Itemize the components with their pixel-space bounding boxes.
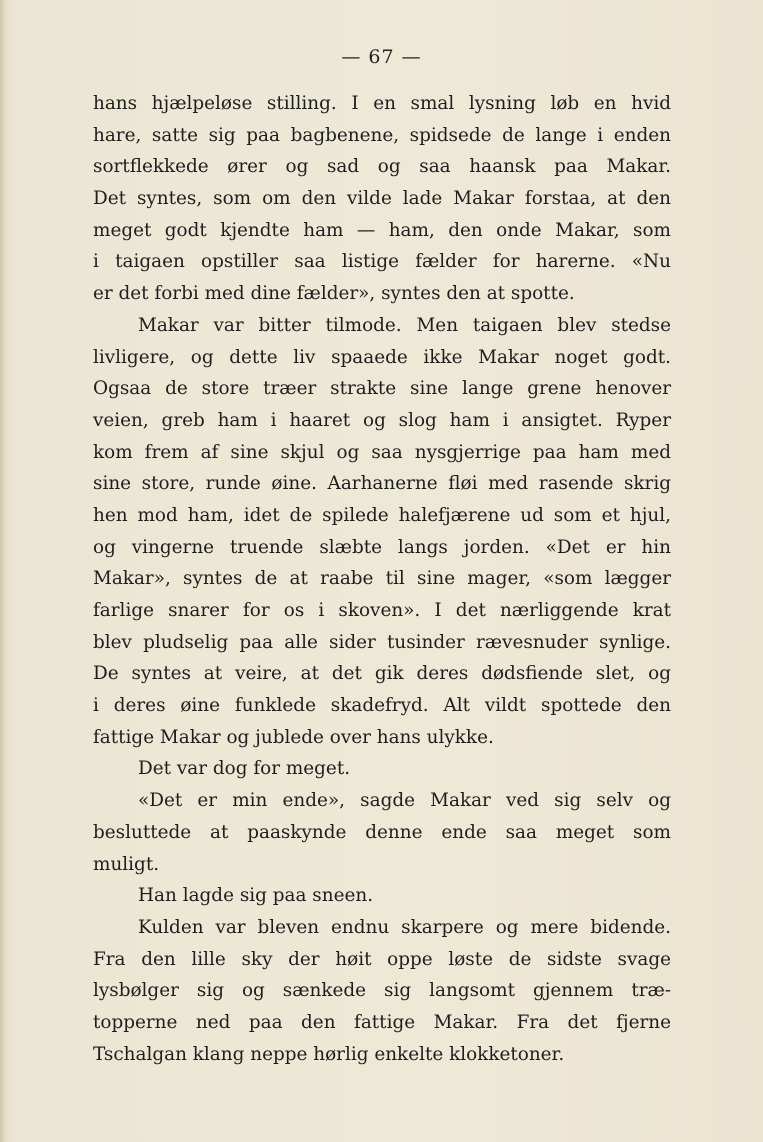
text-line: kom frem af sine skjul og saa nysgjerrige paa ham med	[93, 441, 671, 463]
text-line: Det syntes, som om den vilde lade Makar forstaa, at den	[93, 188, 671, 210]
text-line: Det var dog for meget.	[138, 758, 351, 780]
text-line: muligt.	[93, 853, 160, 875]
text-line: Makar», syntes de at raabe til sine mager, «som lægger	[93, 568, 671, 590]
text-line: i deres øine funklede skadefryd. Alt vildt spottede den	[93, 695, 671, 717]
text-line: De syntes at veire, at det gik deres dødsfiende slet, og	[93, 663, 671, 685]
text-line: Makar var bitter tilmode. Men taigaen blev stedse	[138, 314, 671, 336]
text-line: besluttede at paaskynde denne ende saa meget som	[93, 821, 671, 843]
text-line: «Det er min ende», sagde Makar ved sig selv og	[138, 790, 671, 812]
text-line: sortflekkede ører og sad og saa haansk paa Makar.	[93, 156, 671, 178]
text-line: livligere, og dette liv spaaede ikke Makar noget godt.	[93, 346, 671, 368]
text-line: Fra den lille sky der høit oppe løste de sidste svage	[93, 948, 671, 970]
text-line: Ogsaa de store træer strakte sine lange grene henover	[93, 378, 671, 400]
text-line: er det forbi med dine fælder», syntes den at spotte.	[93, 283, 575, 305]
text-line: hare, satte sig paa bagbenene, spidsede de lange i enden	[93, 124, 671, 146]
text-line: meget godt kjendte ham — ham, den onde Makar, som	[93, 219, 671, 241]
text-line: Tschalgan klang neppe hørlig enkelte klokketoner.	[93, 1043, 565, 1065]
text-line: topperne ned paa den fattige Makar. Fra det fjerne	[93, 1011, 671, 1033]
text-line: veien, greb ham i haaret og slog ham i ansigtet. Ryper	[93, 409, 671, 431]
text-line: i taigaen opstiller saa listige fælder for harerne. «Nu	[93, 251, 671, 273]
page-binding-edge	[0, 0, 6, 1142]
text-line: og vingerne truende slæbte langs jorden. «Det er hin	[93, 536, 671, 558]
page-number: — 67 —	[341, 46, 422, 68]
text-line: hen mod ham, idet de spilede halefjærene ud som et hjul,	[93, 504, 671, 526]
text-line: Kulden var bleven endnu skarpere og mere bidende.	[138, 916, 671, 938]
text-line: Han lagde sig paa sneen.	[138, 885, 374, 907]
body-text	[93, 88, 671, 1070]
text-line: fattige Makar og jublede over hans ulykke.	[93, 726, 494, 748]
text-line: hans hjælpeløse stilling. I en smal lysning løb en hvid	[93, 93, 671, 114]
text-line: lysbølger sig og sænkede sig langsomt gjennem træ-	[93, 980, 671, 1002]
text-line: farlige snarer for os i skoven». I det nærliggende krat	[93, 600, 671, 621]
text-line: sine store, runde øine. Aarhanerne fløi med rasende skrig	[93, 473, 671, 495]
text-line: blev pludselig paa alle sider tusinder rævesnuder synlige.	[93, 631, 671, 653]
